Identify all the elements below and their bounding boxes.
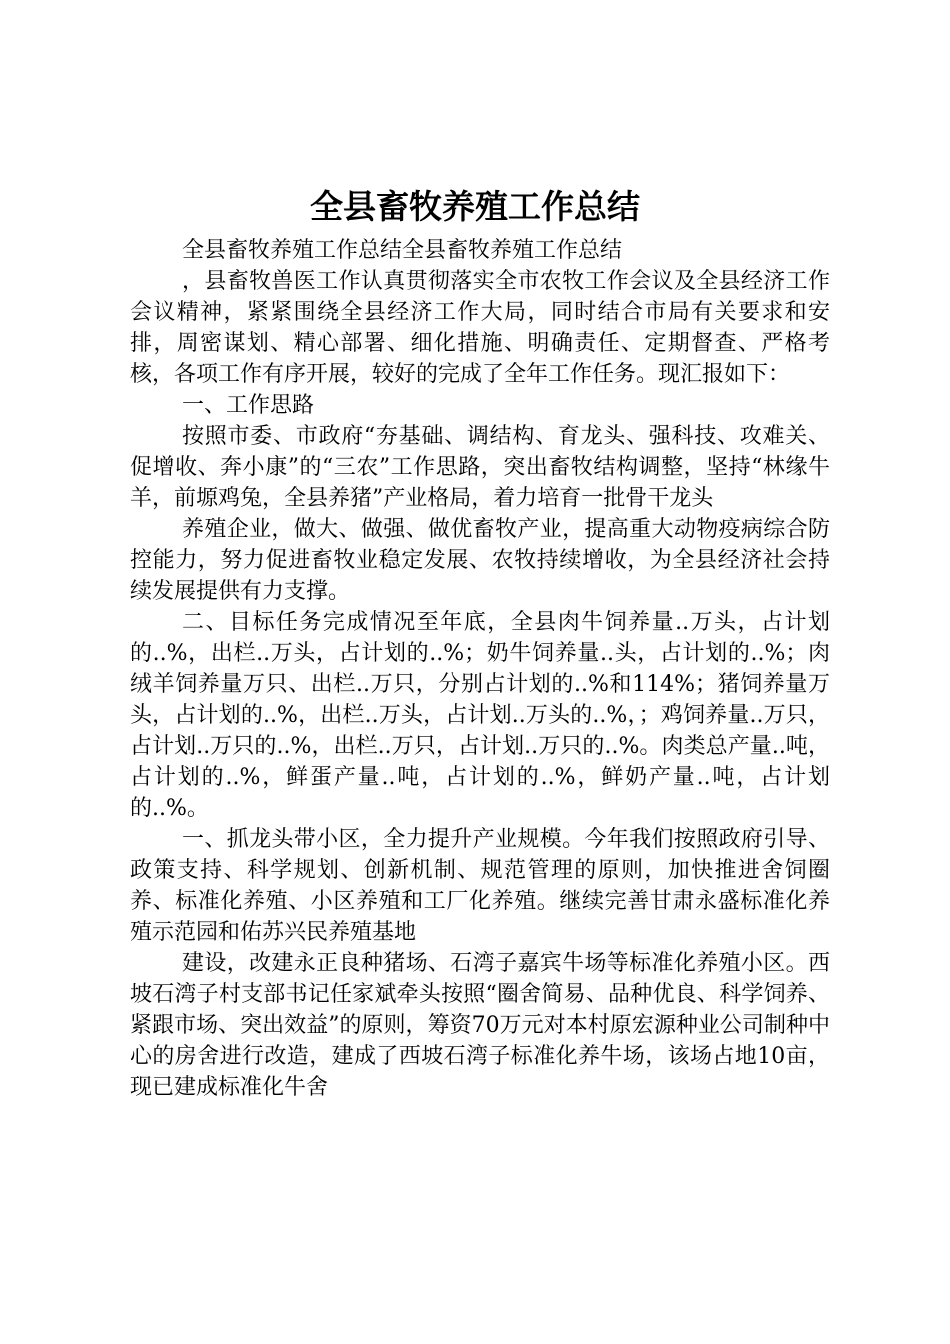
paragraph-leading-enterprises: 一、抓龙头带小区，全力提升产业规模。今年我们按照政府引导、政策支持、科学规划、创新机制、规范管理的原则，加快推进舍饲圈养、标准化养殖、小区养殖和工厂化养殖。继续完善甘肃永盛标准化养殖示范园和佑苏兴民养殖基地: [130, 827, 830, 945]
paragraph-heading-repeat: 全县畜牧养殖工作总结全县畜牧养殖工作总结: [182, 238, 623, 263]
document-title: 全县畜牧养殖工作总结: [310, 187, 640, 226]
paragraph-construction: 建设，改建永正良种猪场、石湾子嘉宾牛场等标准化养殖小区。西坡石湾子村支部书记任家斌牵头按照“圈舍简易、品种优良、科学饲养、紧跟市场、突出效益”的原则，筹资70万元对本村原宏源种业公司制种中心的房舍进行改造，建成了西坡石湾子标准化养牛场，该场占地10亩，现已建成标准化牛舍: [130, 951, 830, 1100]
paragraph-work-ideas: 按照市委、市政府“夯基础、调结构、育龙头、强科技、攻难关、促增收、奔小康”的“三农”工作思路，突出畜牧结构调整，坚持“林缘牛羊，前塬鸡兔，全县养猪”产业格局，着力培育一批骨干龙头: [130, 424, 830, 511]
paragraph-targets: 二、目标任务完成情况至年底，全县肉牛饲养量..万头，占计划的..%，出栏..万头，占计划的..%；奶牛饲养量..头，占计划的..%；肉绒羊饲养量万只、出栏..万只，分别占计划的..%和114%；猪饲养量万头，占计划的..%，出栏..万头，占计划..万头的..%，；鸡饲养量..万只，占计划..万只的..%，出栏..万只，占计划..万只的..%。肉类总产量..吨，占计划的..%，鲜蛋产量..吨，占计划的..%，鲜奶产量..吨，占计划的..%。: [130, 610, 830, 821]
section-heading-work-ideas: 一、工作思路: [182, 393, 315, 418]
document-body: [130, 235, 830, 1103]
paragraph-work-ideas-continued: 养殖企业，做大、做强、做优畜牧产业，提高重大动物疫病综合防控能力，努力促进畜牧业稳定发展、农牧持续增收，为全县经济社会持续发展提供有力支撑。: [130, 517, 830, 604]
paragraph-intro: ，县畜牧兽医工作认真贯彻落实全市农牧工作会议及全县经济工作会议精神，紧紧围绕全县经济工作大局，同时结合市局有关要求和安排，周密谋划、精心部署、细化措施、明确责任、定期督查、严格考核，各项工作有序开展，较好的完成了全年工作任务。现汇报如下：: [130, 269, 830, 387]
